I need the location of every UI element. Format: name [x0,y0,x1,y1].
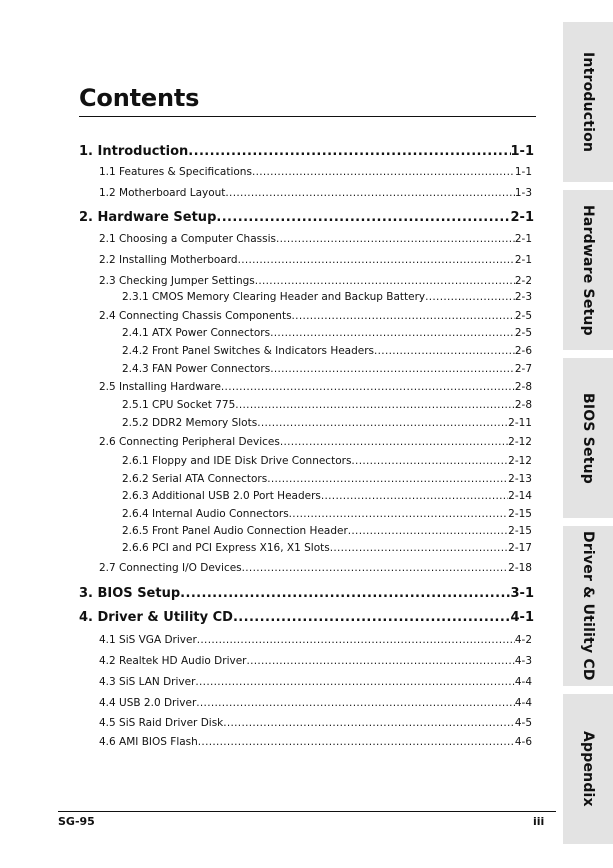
toc-entry[interactable] [79,210,534,225]
section-tab-label: Introduction [580,51,596,153]
section-tab-label: BIOS Setup [580,392,596,484]
toc-entry-label: 4.1 SiS VGA Driver [99,634,197,646]
toc-entry-label: 4.5 SiS Raid Driver Disk [99,717,224,729]
toc-entry-label: 2.7 Connecting I/O Devices [99,562,242,574]
toc-entry-page: 2-2 [514,275,532,287]
toc-entry[interactable] [122,542,532,554]
toc-entry-page: 2-1 [514,254,532,266]
toc-entry-label: 2.3.1 CMOS Memory Clearing Header and Backup Battery [122,291,426,303]
toc-entry-label: 1.2 Motherboard Layout [99,187,226,199]
toc-entry-label: 2.4.3 FAN Power Connectors [122,363,271,375]
toc-entry[interactable] [99,254,532,266]
dot-leader [289,508,508,520]
dot-leader [270,363,515,375]
footer-model-label: SG-95 [58,815,95,828]
toc-entry-page: 2-14 [508,490,532,502]
toc-entry-page: 2-6 [514,345,532,357]
toc-entry[interactable] [122,490,532,502]
toc-entry-label: 2.5.2 DDR2 Memory Slots [122,417,258,429]
dot-leader [225,187,514,199]
dot-leader [198,736,515,748]
toc-entry[interactable] [79,610,534,625]
toc-entry-label: 2.6.2 Serial ATA Connectors [122,473,268,485]
toc-entry-page: 1-3 [514,187,532,199]
dot-leader [252,166,515,178]
toc-entry-label: 2.2 Installing Motherboard [99,254,238,266]
toc-entry-label: 2.6.5 Front Panel Audio Connection Header [122,525,348,537]
toc-entry-label: 2.4 Connecting Chassis Components [99,310,292,322]
toc-entry[interactable] [99,233,532,245]
section-tab-label: Driver & Utility CD [580,531,596,681]
toc-entry-page: 2-5 [514,327,532,339]
toc-entry[interactable] [99,655,532,667]
toc-entry[interactable] [122,363,532,375]
toc-entry-label: 4. Driver & Utility CD [79,610,233,625]
dot-leader [221,381,515,393]
dot-leader [321,490,508,502]
dot-leader [270,327,515,339]
section-tab-label: Hardware Setup [580,204,596,336]
toc-entry[interactable] [122,473,532,485]
toc-entry-label: 2.6.1 Floppy and IDE Disk Drive Connectors [122,455,352,467]
page-title: Contents [79,84,200,112]
toc-entry[interactable] [122,525,532,537]
toc-entry[interactable] [122,417,532,429]
toc-entry-page: 2-17 [508,542,532,554]
dot-leader [188,144,510,159]
dot-leader [348,525,508,537]
dot-leader [257,417,508,429]
toc-entry-label: 2. Hardware Setup [79,210,217,225]
toc-entry[interactable] [99,436,532,448]
toc-entry-label: 2.4.2 Front Panel Switches & Indicators Headers [122,345,375,357]
toc-entry[interactable] [122,291,532,303]
toc-entry-page: 2-5 [514,310,532,322]
section-tab-label: Appendix [580,731,596,807]
dot-leader [292,310,515,322]
toc-entry-label: 4.6 AMI BIOS Flash [99,736,198,748]
dot-leader [196,697,515,709]
dot-leader [280,436,508,448]
dot-leader [180,586,510,601]
toc-entry[interactable] [99,676,532,688]
toc-entry-label: 4.2 Realtek HD Audio Driver [99,655,247,667]
toc-entry[interactable] [99,634,532,646]
toc-entry[interactable] [122,455,532,467]
toc-entry-page: 4-3 [514,655,532,667]
toc-entry[interactable] [99,166,532,178]
toc-entry[interactable] [99,736,532,748]
toc-entry-label: 4.4 USB 2.0 Driver [99,697,197,709]
dot-leader [233,610,511,625]
dot-leader [267,473,508,485]
toc-entry-page: 2-3 [514,291,532,303]
toc-entry[interactable] [99,187,532,199]
toc-entry-label: 2.3 Checking Jumper Settings [99,275,255,287]
toc-entry-page: 2-12 [508,455,532,467]
footer-divider [58,811,556,812]
toc-entry-page: 4-2 [514,634,532,646]
toc-entry[interactable] [99,697,532,709]
toc-entry-page: 2-18 [508,562,532,574]
toc-entry-page: 4-4 [514,697,532,709]
toc-entry[interactable] [79,586,534,601]
toc-entry-label: 2.5.1 CPU Socket 775 [122,399,236,411]
dot-leader [238,254,515,266]
toc-entry[interactable] [99,310,532,322]
toc-entry-page: 2-8 [514,399,532,411]
dot-leader [351,455,508,467]
toc-entry[interactable] [79,144,534,159]
toc-entry-label: 1.1 Features & Specifications [99,166,252,178]
dot-leader [255,275,515,287]
toc-entry-label: 3. BIOS Setup [79,586,181,601]
section-tab[interactable] [563,190,613,350]
toc-entry-label: 2.6.6 PCI and PCI Express X16, X1 Slots [122,542,330,554]
toc-entry[interactable] [122,327,532,339]
toc-entry[interactable] [99,275,532,287]
toc-entry[interactable] [99,562,532,574]
dot-leader [374,345,515,357]
toc-entry[interactable] [99,381,532,393]
dot-leader [216,210,510,225]
dot-leader [223,717,515,729]
toc-entry-page: 1-1 [510,144,534,159]
dot-leader [195,676,514,688]
toc-entry[interactable] [122,508,532,520]
toc-entry-label: 4.3 SiS LAN Driver [99,676,196,688]
section-tab[interactable] [563,526,613,686]
toc-entry-page: 2-1 [510,210,534,225]
toc-entry-label: 2.1 Choosing a Computer Chassis [99,233,276,245]
dot-leader [246,655,514,667]
section-tab[interactable] [563,22,613,182]
toc-entry-page: 2-13 [508,473,532,485]
toc-entry[interactable] [122,399,532,411]
toc-entry-page: 4-5 [514,717,532,729]
dot-leader [425,291,515,303]
toc-entry-label: 2.6 Connecting Peripheral Devices [99,436,280,448]
section-tab[interactable] [563,694,613,844]
toc-entry-label: 1. Introduction [79,144,189,159]
toc-entry-label: 2.6.4 Internal Audio Connectors [122,508,289,520]
toc-entry-page: 3-1 [510,586,534,601]
toc-entry-label: 2.5 Installing Hardware [99,381,221,393]
toc-entry-label: 2.6.3 Additional USB 2.0 Port Headers [122,490,321,502]
toc-entry-page: 4-4 [514,676,532,688]
toc-entry[interactable] [99,717,532,729]
toc-entry-page: 2-15 [508,508,532,520]
toc-entry-page: 2-12 [508,436,532,448]
dot-leader [235,399,515,411]
toc-entry-page: 4-6 [514,736,532,748]
toc-entry-page: 2-1 [514,233,532,245]
dot-leader [197,634,515,646]
toc-entry[interactable] [122,345,532,357]
toc-entry-page: 2-8 [514,381,532,393]
dot-leader [242,562,509,574]
toc-entry-page: 2-11 [508,417,532,429]
toc-entry-label: 2.4.1 ATX Power Connectors [122,327,271,339]
toc-entry-page: 2-15 [508,525,532,537]
footer-page-number: iii [533,815,545,828]
section-tab[interactable] [563,358,613,518]
toc-entry-page: 1-1 [514,166,532,178]
toc-entry-page: 2-7 [514,363,532,375]
dot-leader [330,542,508,554]
toc-entry-page: 4-1 [510,610,534,625]
dot-leader [276,233,515,245]
